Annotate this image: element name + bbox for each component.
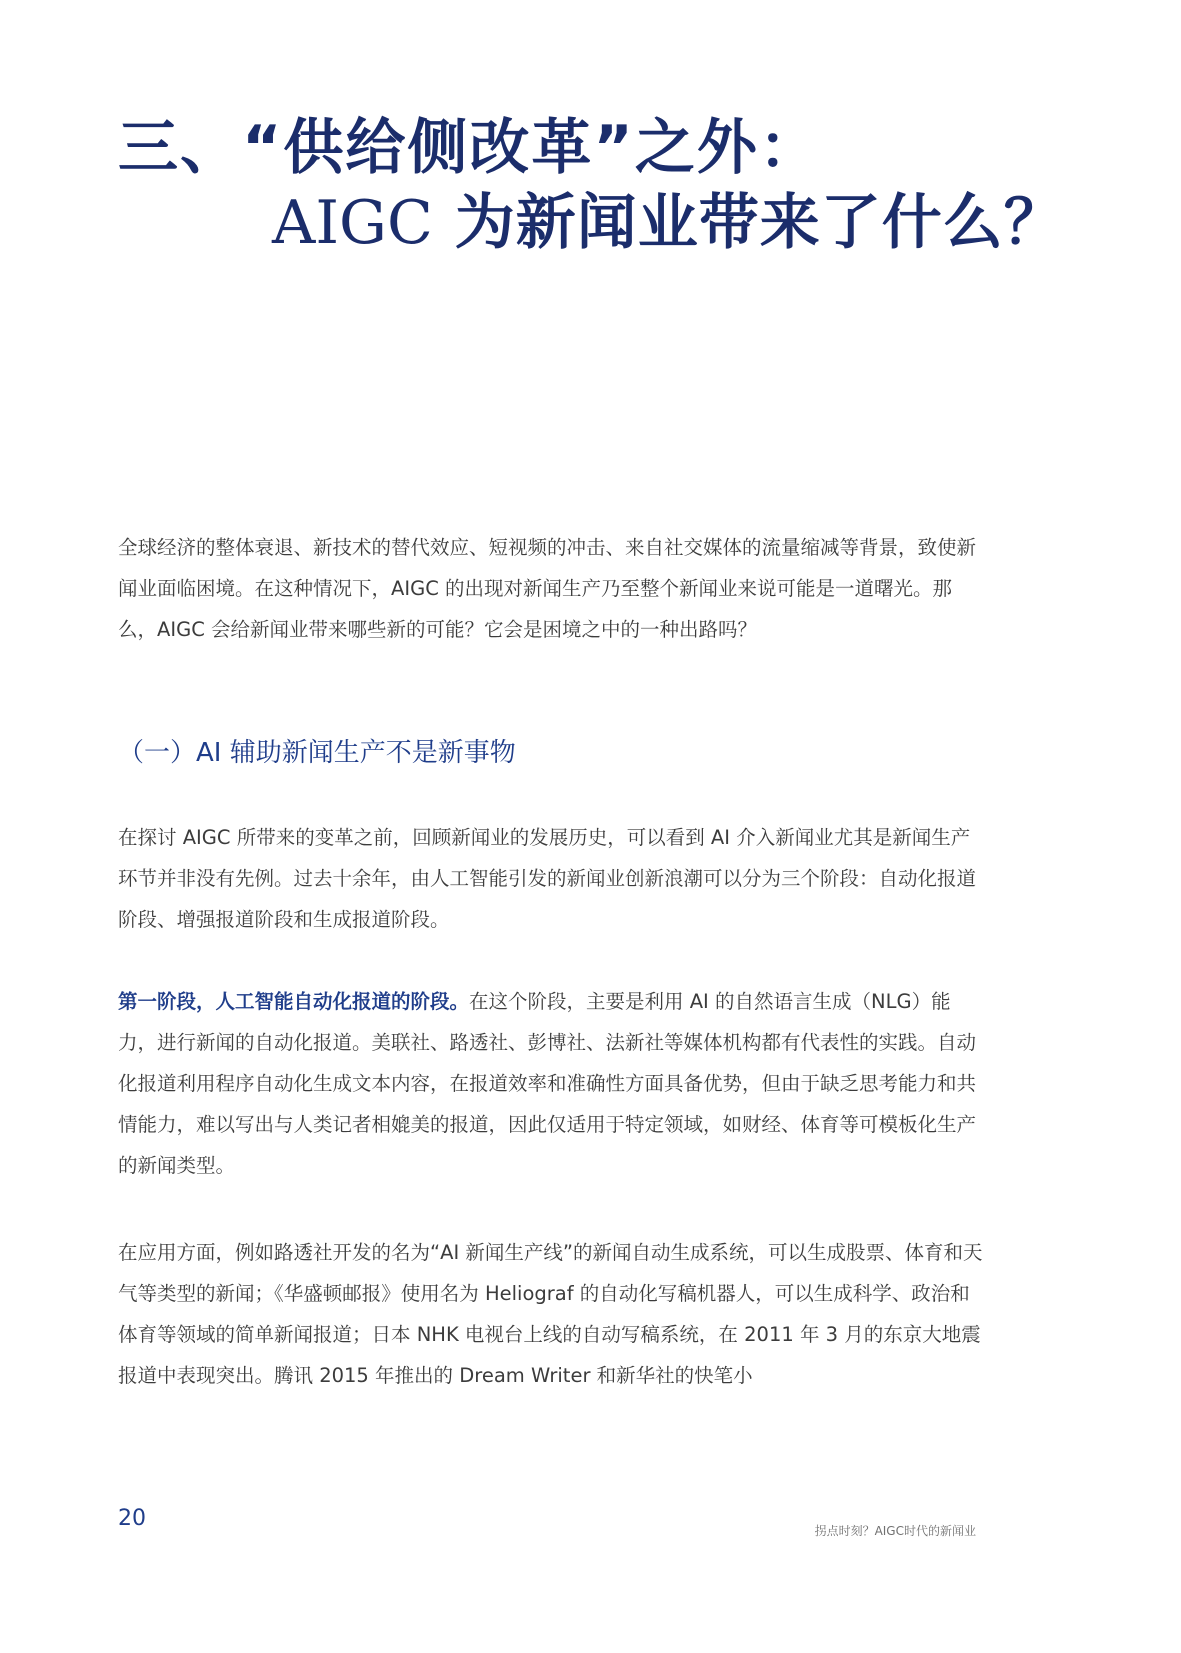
body-paragraph-history: 在探讨 AIGC 所带来的变革之前，回顾新闻业的发展历史，可以看到 AI 介入新闻业尤其是新闻生产环节并非没有先例。过去十余年，由人工智能引发的新闻业创新浪潮可以分为三个阶段：自动化报道阶段、增强报道阶段和生成报道阶段。	[118, 826, 977, 931]
footer-publication-title: 拐点时刻？AIGC时代的新闻业	[814, 1524, 976, 1538]
stage-one-text: 在这个阶段，主要是利用 AI 的自然语言生成（NLG）能力，进行新闻的自动化报道。美联社、路透社、彭博社、法新社等媒体机构都有代表性的实践。自动化报道利用程序自动化生成文本内容，在报道效率和准确性方面具备优势，但由于缺乏思考能力和共情能力，难以写出与人类记者相媲美的报道，因此仅适用于特定领域，如财经、体育等可模板化生产的新闻类型。	[118, 990, 977, 1177]
page-title-line-2	[272, 188, 1065, 258]
page-number: 20	[118, 1506, 146, 1531]
title-rest: 为新闻业带来了什么？	[432, 188, 1065, 258]
body-paragraph-applications: 在应用方面，例如路透社开发的名为“AI 新闻生产线”的新闻自动生成系统，可以生成股票、体育和天气等类型的新闻；《华盛顿邮报》使用名为 Heliograf 的自动化写稿机器人，可以生成科学、政治和体育等领域的简单新闻报道；日本 NHK 电视台上线的自动写稿系统，在 2011 年 3 月的东京大地震报道中表现突出。腾讯 2015 年推出的 Dream Writer 和新华社的快笔小	[118, 1241, 983, 1387]
section-heading: （一）AI 辅助新闻生产不是新事物	[118, 738, 516, 768]
body-paragraph-stage-one	[118, 981, 988, 1186]
stage-one-highlight: 第一阶段，人工智能自动化报道的阶段。	[118, 990, 470, 1013]
title-aigc: AIGC	[272, 188, 433, 258]
page-title-line-1: 三、“供给侧改革”之外：	[118, 113, 821, 183]
intro-paragraph: 全球经济的整体衰退、新技术的替代效应、短视频的冲击、来自社交媒体的流量缩减等背景，致使新闻业面临困境。在这种情况下，AIGC 的出现对新闻生产乃至整个新闻业来说可能是一道曙光。那么，AIGC 会给新闻业带来哪些新的可能？它会是困境之中的一种出路吗？	[118, 536, 977, 641]
